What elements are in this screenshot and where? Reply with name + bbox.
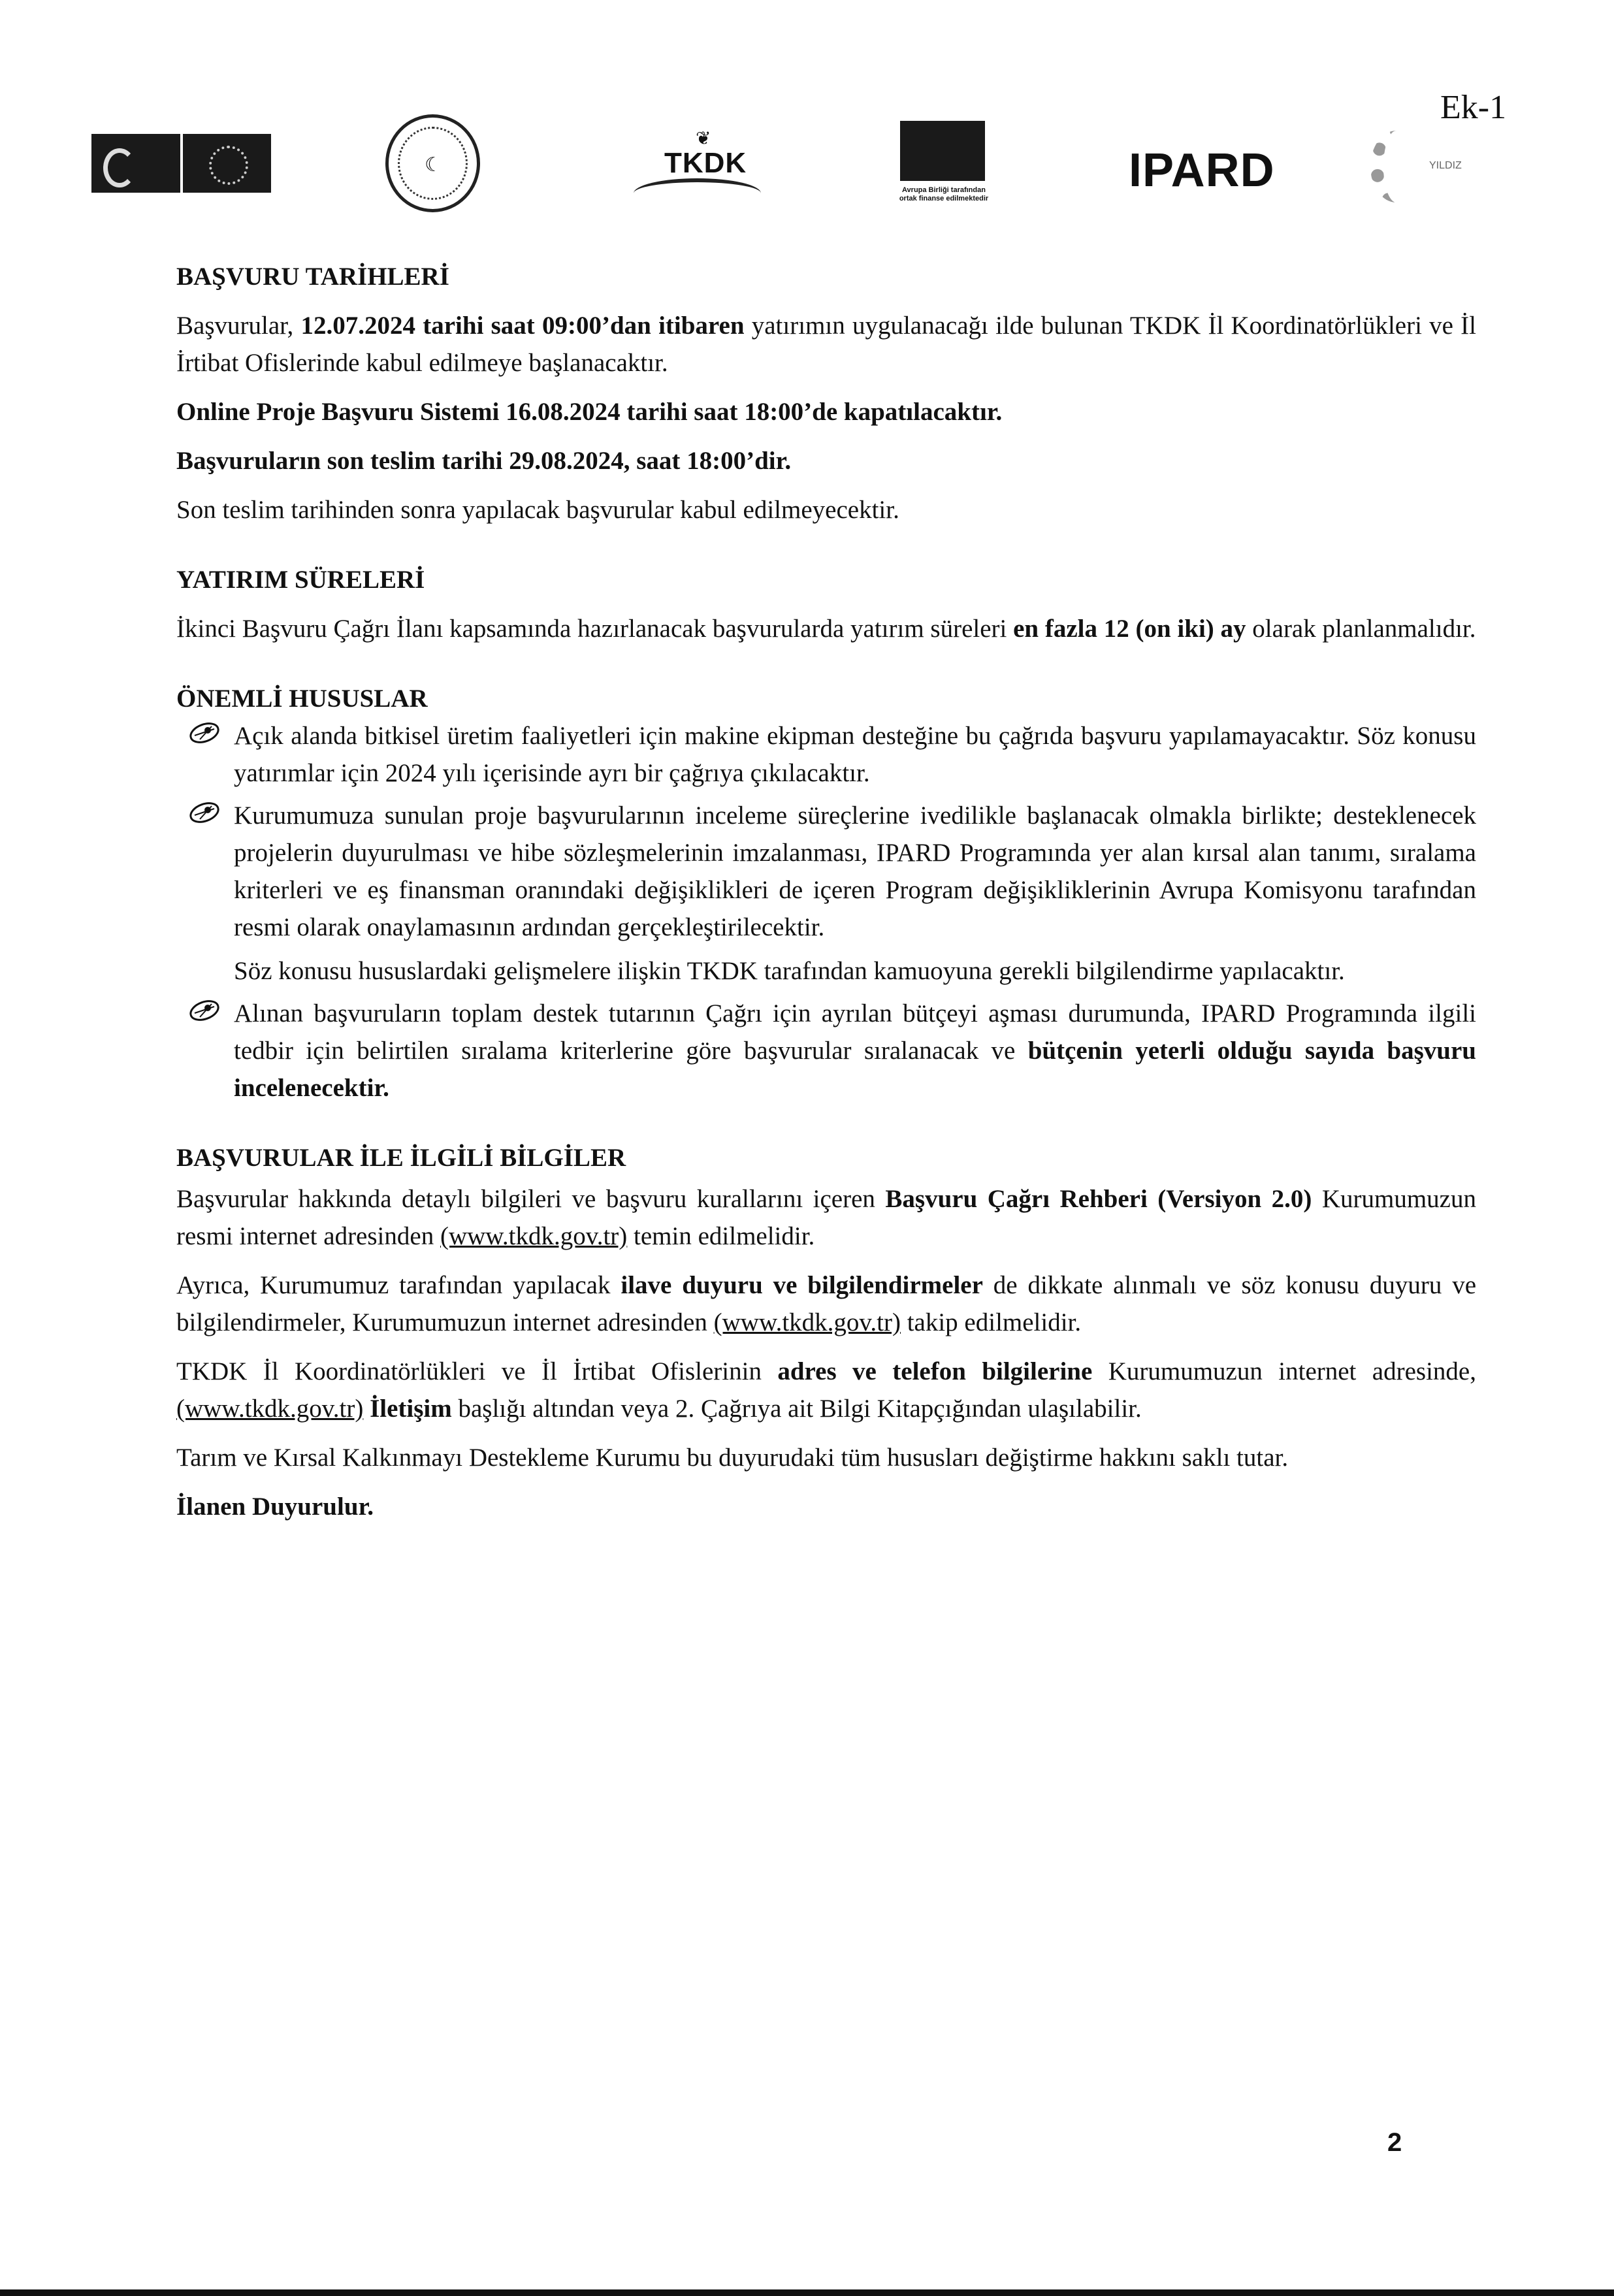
dates-paragraph-2: Online Proje Başvuru Sistemi 16.08.2024 tarihi saat 18:00’de kapatılacaktır. [176,398,1003,426]
page-number: 2 [1387,2128,1402,2157]
eu-flag-icon [900,121,985,181]
tkdk-website-link[interactable]: (www.tkdk.gov.tr) [713,1308,901,1336]
section-title-notes: ÖNEMLİ HUSUSLAR [176,685,428,713]
info-paragraph-4: Tarım ve Kırsal Kalkınmayı Destekleme Kurumu bu duyurudaki tüm hususları değiştirme hakkını saklı tutar. [176,1444,1289,1472]
leaf-icon: ❦ [696,129,711,149]
turkey-eu-flags-logo [91,134,271,193]
tkdk-logo: ❦ TKDK [630,127,767,193]
quill-bullet-icon [188,999,221,1022]
ipard-logo: IPARD [1129,144,1275,197]
crescent-icon [1370,131,1423,202]
list-item: Kurumumuza sunulan proje başvurularının inceleme süreçlerine ivedilikle başlanacak olmakla birlikte; desteklenecek projelerin duyurulması ve hibe sözleşmelerinin imzalanması, IPARD Programında yer alan kırsal alan tanımı, sıralama kriterleri ve eş finansman oranındaki değişiklikleri de içeren Program değişikliklerinin Avrupa Komisyonu tarafından resmi olarak onaylamasının ardından gerçekleştirilecektir. [176,797,1476,946]
notes-list [176,717,1476,946]
annex-label: Ek-1 [1440,89,1507,126]
eu-cofinance-logo [898,121,990,209]
turkey-flag-icon [91,134,180,193]
crescent-logo: YILDIZ [1370,131,1455,202]
durations-paragraph: İkinci Başvuru Çağrı İlanı kapsamında hazırlanacak başvurularda yatırım süreleri en fazla 12 (on iki) ay olarak planlanmalıdır. [176,615,1476,643]
ministry-seal-logo [385,114,480,212]
list-item: Açık alanda bitkisel üretim faaliyetleri için makine ekipman desteğine bu çağrıda başvuru yapılamayacaktır. Söz konusu yatırımlar için 2024 yılı içerisinde ayrı bir çağrıya çıkılacaktır. [176,717,1476,792]
dates-paragraph-1: Başvurular, 12.07.2024 tarihi saat 09:00’dan itibaren yatırımın uygulanacağı ilde bulunan TKDK İl Koordinatörlükleri ve İl İrtibat Ofislerinde kabul edilmeye başlanacaktır. [176,312,1476,377]
list-item: Alınan başvuruların toplam destek tutarının Çağrı için ayrılan bütçeyi aşması durumunda, IPARD Programında ilgili tedbir için belirtilen sıralama kriterlerine göre başvurular sıralanacak ve bütçenin yeterli olduğu sayıda başvuru incelenecektir. [176,995,1476,1107]
info-paragraph-2: Ayrıca, Kurumumuz tarafından yapılacak ilave duyuru ve bilgilendirmeler de dikkate alınmalı ve söz konusu duyuru ve bilgilendirmeler, Kurumumuzun internet adresinden (www.tkdk.gov.tr) takip edilmelidir. [176,1271,1477,1336]
tkdk-website-link[interactable]: (www.tkdk.gov.tr) [440,1222,628,1250]
info-paragraph-3: TKDK İl Koordinatörlükleri ve İl İrtibat Ofislerinin adres ve telefon bilgilerine Kurumumuzun internet adresinde, (www.tkdk.gov.tr) İletişim başlığı altından veya 2. Çağrıya ait Bilgi Kitapçığından ulaşılabilir. [176,1357,1476,1423]
notes-followup: Söz konusu hususlardaki gelişmelere ilişkin TKDK tarafından kamuoyuna gerekli bilgilendirme yapılacaktır. [234,957,1345,985]
closing-statement: İlanen Duyurulur. [176,1493,374,1521]
tkdk-website-link[interactable]: (www.tkdk.gov.tr) [176,1395,364,1423]
dates-paragraph-3: Başvuruların son teslim tarihi 29.08.2024, saat 18:00’dir. [176,447,792,475]
info-paragraph-1: Başvurular hakkında detaylı bilgileri ve başvuru kurallarını içeren Başvuru Çağrı Rehberi (Versiyon 2.0) Kurumumuzun resmi internet adresinden (www.tkdk.gov.tr) temin edilmelidir. [176,1185,1476,1250]
section-title-durations: YATIRIM SÜRELERİ [176,566,425,594]
section-title-info: BAŞVURULAR İLE İLGİLİ BİLGİLER [176,1144,626,1172]
quill-bullet-icon [188,721,221,745]
document-body [176,258,1476,1525]
eu-cofinance-caption: Avrupa Birliği tarafından ortak finanse edilmektedir [899,186,989,202]
quill-bullet-icon [188,801,221,824]
dates-paragraph-4: Son teslim tarihinden sonra yapılacak başvurular kabul edilmeyecektir. [176,496,899,524]
scan-edge [0,2289,1614,2296]
section-title-dates: BAŞVURU TARİHLERİ [176,263,449,291]
eu-flag-icon [183,134,272,193]
